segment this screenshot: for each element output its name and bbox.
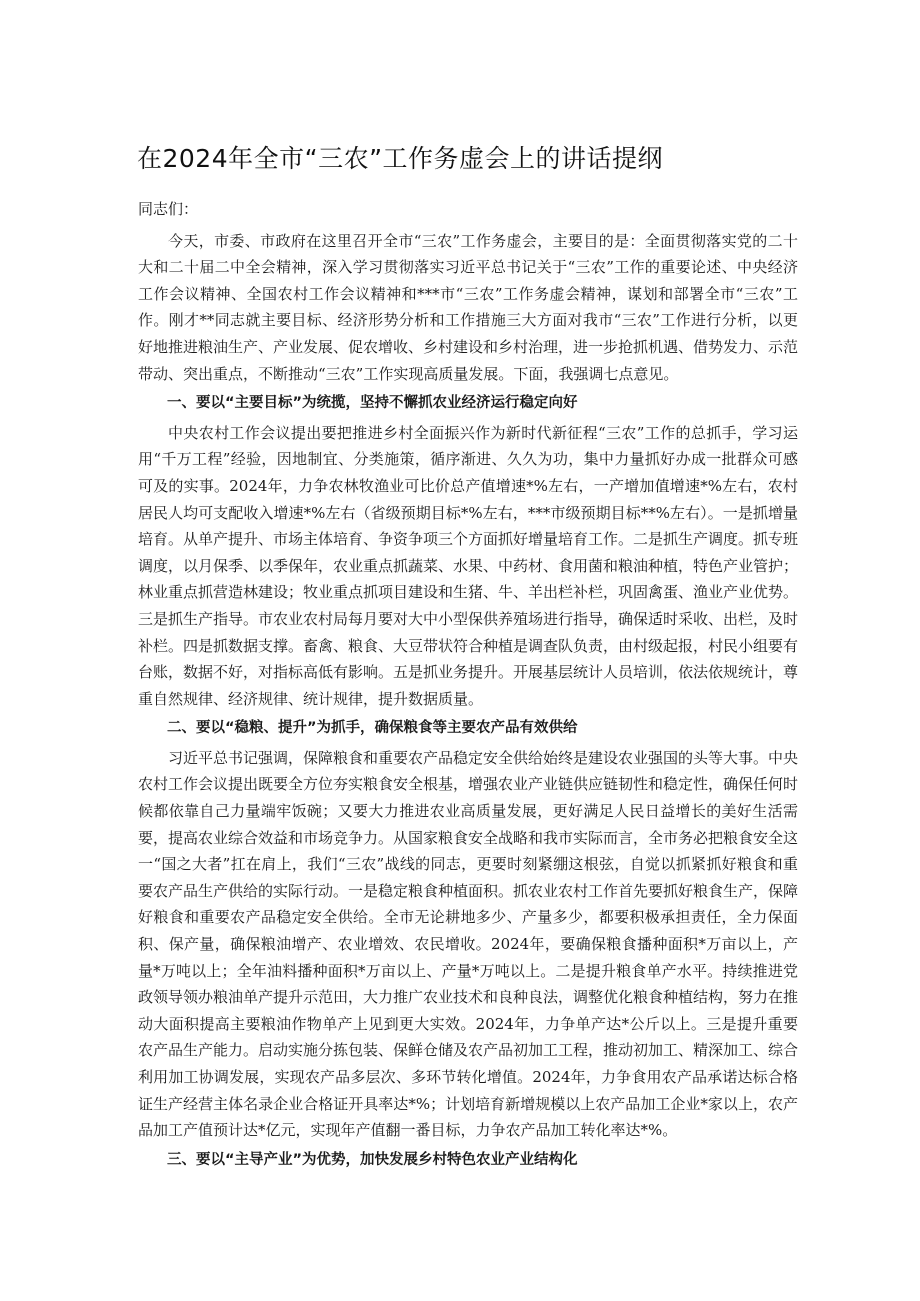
salutation: 同志们：	[138, 200, 199, 218]
document-title: 在2024年全市“三农”工作务虚会上的讲话提纲	[137, 144, 664, 173]
section-2-paragraph: 习近平总书记强调，保障粮食和重要农产品稳定安全供给始终是建设农业强国的头等大事。中央农村工作会议提出既要全方位夯实粮食安全根基，增强农业产业链供应链韧性和稳定性，确保任何时候都依靠自己力量端牢饭碗；又要大力推进农业高质量发展，更好满足人民日益增长的美好生活需要，提高农业综合效益和市场竞争力。从国家粮食安全战略和我市实际而言，全市务必把粮食安全这一“国之大者”扛在肩上，我们“三农”战线的同志，更要时刻紧绷这根弦，自觉以抓紧抓好粮食和重要农产品生产供给的实际行动。一是稳定粮食种植面积。抓农业农村工作首先要抓好粮食生产，保障好粮食和重要农产品稳定安全供给。全市无论耕地多少、产量多少，都要积极承担责任，全力保面积、保产量，确保粮油增产、农业增效、农民增收。2024年，要确保粮食播种面积*万亩以上，产量*万吨以上；全年油料播种面积*万亩以上、产量*万吨以上。二是提升粮食单产水平。持续推进党政领导领办粮油单产提升示范田，大力推广农业技术和良种良法，调整优化粮食种植结构，努力在推动大面积提高主要粮油作物单产上见到更大实效。2024年，力争单产达*公斤以上。三是提升重要农产品生产能力。启动实施分拣包装、保鲜仓储及农产品初加工工程，推动初加工、精深加工、综合利用加工协调发展，实现农产品多层次、多环节转化增值。2024年，力争食用农产品承诺达标合格证生产经营主体名录企业合格证开具率达*%；计划培育新增规模以上农产品加工企业*家以上，农产品加工产值预计达*亿元，实现年产值翻一番目标，力争农产品加工转化率达*%。	[138, 748, 799, 1140]
section-heading-2: 二、要以“稳粮、提升”为抓手，确保粮食等主要农产品有效供给	[167, 720, 578, 737]
section-heading-1: 一、要以“主要目标”为统揽，坚持不懈抓农业经济运行稳定向好	[167, 395, 578, 412]
section-heading-3: 三、要以“主导产业”为优势，加快发展乡村特色农业产业结构化	[167, 1151, 578, 1168]
document-body	[138, 196, 798, 1176]
intro-paragraph: 今天，市委、市政府在这里召开全市“三农”工作务虚会，主要目的是：全面贯彻落实党的二十大和二十届二中全会精神，深入学习贯彻落实习近平总书记关于“三农”工作的重要论述、中央经济工作会议精神、全国农村工作会议精神和***市“三农”工作务虚会精神，谋划和部署全市“三农”工作。刚才**同志就主要目标、经济形势分析和工作措施三大方面对我市“三农”工作进行分析，以更好地推进粮油生产、产业发展、促农增收、乡村建设和乡村治理，进一步抢抓机遇、借势发力、示范带动、突出重点，不断推动“三农”工作实现高质量发展。下面，我强调七点意见。	[138, 231, 799, 383]
section-1-paragraph: 中央农村工作会议提出要把推进乡村全面振兴作为新时代新征程“三农”工作的总抓手，学习运用“千万工程”经验，因地制宜、分类施策，循序渐进、久久为功，集中力量抓好办成一批群众可感可及的实事。2024年，力争农林牧渔业可比价总产值增速*%左右，一产增加值增速*%左右，农村居民人均可支配收入增速*%左右（省级预期目标*%左右，***市级预期目标**%左右）。一是抓增量培育。从单产提升、市场主体培育、争资争项三个方面抓好增量培育工作。二是抓生产调度。抓专班调度，以月保季、以季保年，农业重点抓蔬菜、水果、中药材、食用菌和粮油种植，特色产业管护；林业重点抓营造林建设；牧业重点抓项目建设和生猪、牛、羊出栏补栏，巩固禽蛋、渔业产业优势。三是抓生产指导。市农业农村局每月要对大中小型保供养殖场进行指导，确保适时采收、出栏，及时补栏。四是抓数据支撑。畜禽、粮食、大豆带状符合种植是调查队负责，由村级起报，村民小组要有台账，数据不好，对指标高低有影响。五是抓业务提升。开展基层统计人员培训，依法依规统计，尊重自然规律、经济规律、统计规律，提升数据质量。	[138, 423, 799, 708]
